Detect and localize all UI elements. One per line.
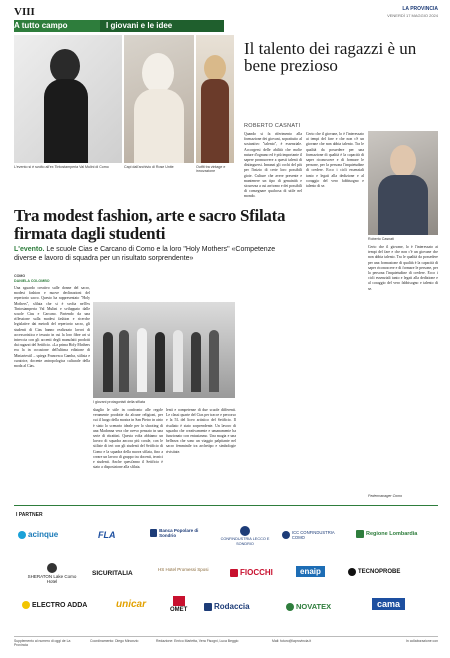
partners-label: I PARTNER xyxy=(16,512,43,518)
novatex-icon xyxy=(286,603,294,611)
footer-supplement: Supplemento al numero di oggi de La Provincia xyxy=(14,639,71,647)
electro-adda-icon xyxy=(22,601,30,609)
partner-logo-enaip: enaip xyxy=(296,566,325,577)
footer-editorial: Redazione: Enrico Marletta, Vera Fisogni, Luca Beggio xyxy=(156,639,239,643)
page-header xyxy=(14,6,438,20)
editorial-signature: Federmanager Como xyxy=(368,494,403,498)
article-title: Tra modest fashion, arte e sacro Sfilata firmata dagli studenti xyxy=(14,206,286,243)
partner-logo-bps: Banca Popolare di Sondrio xyxy=(150,528,210,538)
editorial-column-1 xyxy=(244,132,302,502)
article-column-1 xyxy=(14,286,90,502)
section-label: A tutto campo xyxy=(14,20,73,32)
partner-logo-cama: cama xyxy=(372,598,405,610)
article-location: COMO xyxy=(14,274,26,278)
editorial-column-2 xyxy=(306,132,364,502)
footer-divider xyxy=(14,636,438,637)
photo-model-black-dress xyxy=(14,35,122,163)
rodaccia-icon xyxy=(204,603,212,611)
photo-roberto-casnati xyxy=(368,131,438,235)
partner-logo-novatex: NOVATEX xyxy=(286,602,331,611)
regione-lombardia-icon xyxy=(356,530,364,538)
partner-logo-hotel-promessi-sposi: HS Hotel Promessi Sposi xyxy=(158,567,209,572)
publication-date: VENERDÌ 17 MAGGIO 2024 xyxy=(387,13,438,18)
section-sublabel: I giovani e le idee xyxy=(100,20,224,32)
partner-logo-rodaccia: Rodaccia xyxy=(204,602,250,611)
partners-divider xyxy=(14,505,438,506)
fiocchi-icon xyxy=(230,569,238,577)
lead-kicker: L'evento. xyxy=(14,246,45,253)
editorial-text-1: Quando si fa riferimento alla formazione dei giovani, soprattutto al sostantivo "talento", è essenziale. Accorgersi delle abilità che molte nature d'ognuno ed è più importante il sapere promuovere a questi talenti di distinguersi. Innanzi gli occhi del più per l'inizio di certe loro possibili gioie. Culture che avere presente e mantenere un tipo di genuinità e sicurezza a cui arrivano e dei possibili di consegnare qualcosa di utile nel mondo. xyxy=(244,132,302,199)
photo-caption-4: I giovani protagonisti della sfilata xyxy=(93,400,145,404)
editorial-text-2: Certo che il giovane, lo è l'interessato ai tempi del fare e che non c'è un giovane che non abbia talento. Tra le qualità da possedere per una formazione di qualità è la capacità di saper riconoscere e di formare le persone, per la persona l'inquietudine di credere. Ecco i cicli essenziali tanto e legati alla dedizione e al coraggio del vero fabbisogno e talento di se. xyxy=(306,132,364,189)
bps-icon xyxy=(150,529,157,537)
section-bar xyxy=(14,20,224,32)
confindustria-lecco-icon xyxy=(240,526,250,536)
article-text-2: sbaglio le stile in confronto alle regole veramente prodotte da alcune religioni, per cui il luogo della mostra in San Pietro in atrio è stato lo scenario ideale per lo shooting di una Madonna vera che avevo pensato in una serie di ritrattini. Questa volta abbiamo un lavoro di squadra ancora più corale, con le stiliste di ieri con gli studenti del Setificio di Como e la squadra della nuova sfilata, fino a creare un lavoro di gruppo tra docenti, tecnici e studenti. Anche quest'anno il Setificio è stato a disposizione alla sfilata. xyxy=(93,408,163,470)
editorial-author: ROBERTO CASNATI xyxy=(244,123,301,129)
technoprobe-icon xyxy=(348,568,356,576)
partner-logo-omet: OMET xyxy=(170,596,187,613)
partner-logo-sicuritalia: SICURITALIA xyxy=(92,570,133,577)
footer-coordination: Coordinamento: Diego Minonzio xyxy=(90,639,139,643)
photo-model-white-veil xyxy=(124,35,194,163)
article-text-1: Una sguardo creativo sulle donne del sacro, modest fashion e nuove declinazioni del repertorio sacro. Questo ha rappresentato "Holy Mothers", sfilata che si è svolta nell'ex Tintostamperia Val Mulini e sviluppato dalle scuole Cias e Carcano. Partendo da una riflessione sulla modest fashion e ricerche legislative dai metodi del repertorio sacro, gli studenti di Cias hanno realizzato lavori di accessoristica e tessuto in cui la loro fibre art si intreccia con gli accenti degli manufatti prodotti dai ragazzi del Setificio. «La prima Holy Mothers era la in occasione dell'ultima edizione di Miniartextil – spiega Francesca Gamba, stilista e curatrice, docente antropologica culturale della moda al Cias. xyxy=(14,286,90,369)
sheraton-icon xyxy=(47,563,57,573)
footer-mail: Mail: futuro@laprovincia.it xyxy=(272,639,312,643)
photo-runway-group xyxy=(93,302,235,398)
partner-logo-confindustria-lecco: CONFINDUSTRIA LECCO E SONDRIO xyxy=(214,526,276,546)
article-column-3 xyxy=(166,408,236,502)
article-text-3: lenti e competenze di due scuole differenti. Le classi quarte del Cias per tracce e percorso e la 5L del liceo artistico del Setificio. Il risultato è stato sorprendente. Un lavoro di squadra che creativamente e umanamente ha funzionato con entusiasmo. Una magia e una bellezza che sono un viaggio palpitante nel sacro femminile tra archetipo e simbologie rivisitate. xyxy=(166,408,236,454)
acinque-icon xyxy=(18,531,26,539)
photo-caption-1: L'evento si è svolto all'ex Tintostamperia Val Mulini di Como xyxy=(14,165,109,169)
partner-logo-sheraton: SHERATON Lake Como Hotel xyxy=(22,563,82,584)
editorial-title: Il talento dei ragazzi è un bene prezioso xyxy=(244,39,417,75)
page-number: VIII xyxy=(14,6,35,18)
photo-model-blonde xyxy=(196,35,234,163)
article-author: DANIELA COLOMBO xyxy=(14,279,50,283)
photo-caption-5: Roberto Casnati xyxy=(368,237,394,241)
photo-caption-3: Outfit tra vintage e innovazione xyxy=(196,165,226,173)
partner-logo-fla: FLA xyxy=(98,530,116,540)
editorial-text-3: Certo che il giovane, lo è l'interessato ai tempi del fare e che non c'è un giovane che non abbia talento. Tra le qualità da possedere per una formazione di qualità è la capacità di saper riconoscere e di formare le persone, per la persona l'inquietudine di credere. Ecco i cicli essenziali tanto e legati alla dedizione e al coraggio del vero fabbisogno e talento di se. xyxy=(368,245,438,291)
article-column-2 xyxy=(93,408,163,502)
editorial-column-3 xyxy=(368,245,438,490)
partner-logo-electro-adda: ELECTRO ADDA xyxy=(22,601,87,609)
photo-caption-2: Capi dall'archivio di Rose Unite xyxy=(124,165,174,169)
partner-logo-technoprobe: TECNOPROBE xyxy=(348,568,400,576)
omet-icon xyxy=(173,596,185,606)
partner-logo-unicar: unicar xyxy=(116,599,147,610)
publication-name: LA PROVINCIA xyxy=(402,6,438,12)
article-lead xyxy=(14,246,294,263)
partner-logo-regione-lombardia: Regione Lombardia xyxy=(356,530,436,538)
lead-text: Le scuole Cias e Carcano di Como e la loro "Holy Mothers" «Competenze diverse e lavoro di squadra per un risultato sorprendente» xyxy=(14,246,276,262)
footer-collaboration: In collaborazione con xyxy=(405,639,438,643)
partner-logo-confindustria-como: ICC CONFINDUSTRIA COMO xyxy=(282,530,348,540)
editorial-title-block xyxy=(244,40,440,74)
partner-logo-acinque: acinque xyxy=(18,530,58,539)
confindustria-como-icon xyxy=(282,531,290,539)
partner-logo-fiocchi: FIOCCHI xyxy=(230,568,273,577)
